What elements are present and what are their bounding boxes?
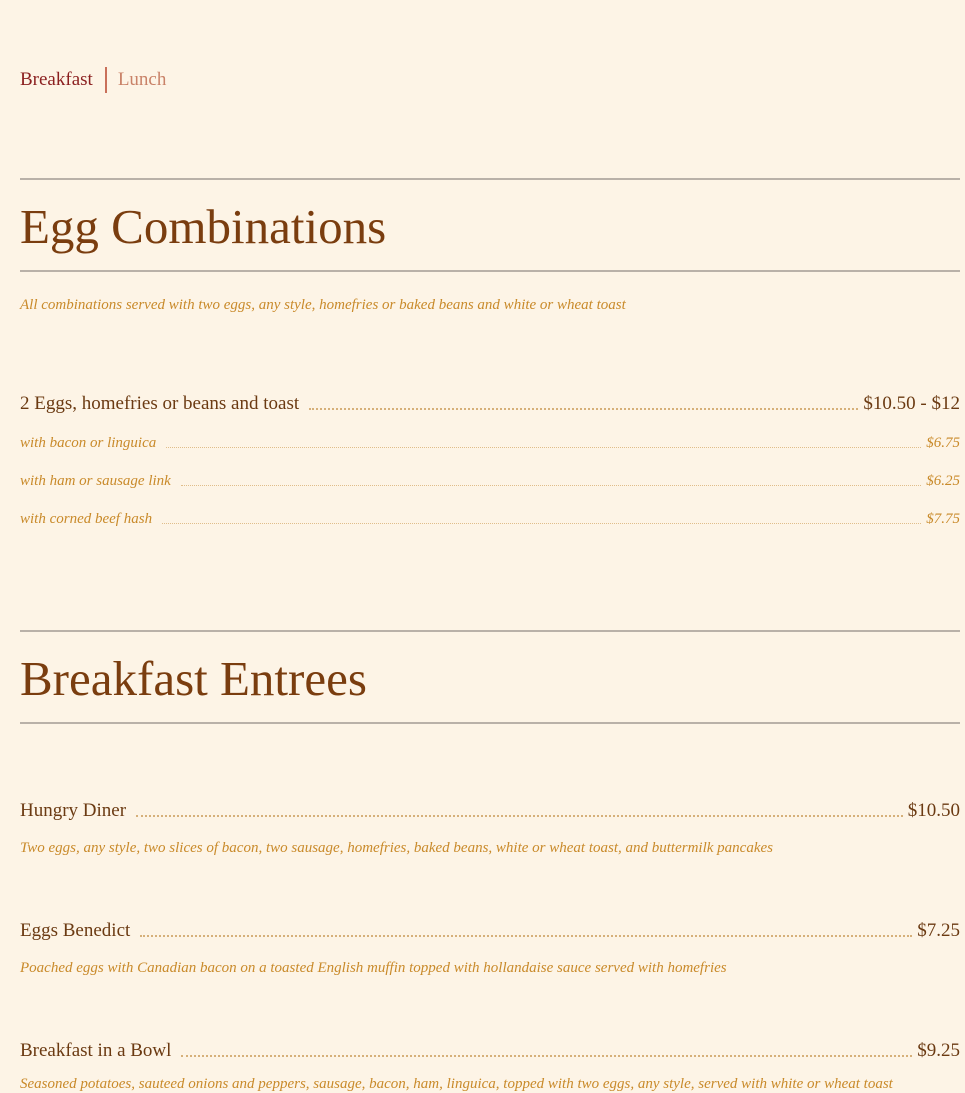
option-price: $7.75 xyxy=(926,511,960,527)
menu-item-name: Breakfast in a Bowl xyxy=(20,1040,172,1061)
menu-item-description: Two eggs, any style, two slices of bacon, two sausage, homefries, baked beans, white or wheat toast, and buttermilk pancakes xyxy=(20,840,773,856)
tab-divider xyxy=(105,67,107,93)
section-bottom-divider xyxy=(20,270,960,272)
menu-item-name: Eggs Benedict xyxy=(20,920,131,941)
menu-option-corned-beef xyxy=(20,508,960,528)
dotted-leader xyxy=(166,447,921,448)
menu-item-2-eggs xyxy=(20,391,960,415)
option-name: with ham or sausage link xyxy=(20,473,171,489)
section-title-egg-combinations: Egg Combinations xyxy=(20,199,387,254)
menu-item-name: 2 Eggs, homefries or beans and toast xyxy=(20,393,300,414)
menu-item-description: Seasoned potatoes, sauteed onions and peppers, sausage, bacon, ham, linguica, topped with two eggs, any style, served with white or wheat toast xyxy=(20,1076,893,1092)
menu-item-price: $10.50 xyxy=(907,800,960,821)
option-price: $6.25 xyxy=(926,473,960,489)
tab-breakfast[interactable]: Breakfast xyxy=(20,69,93,90)
section-note: All combinations served with two eggs, any style, homefries or baked beans and white or wheat toast xyxy=(20,297,626,313)
menu-item-description: Poached eggs with Canadian bacon on a toasted English muffin topped with hollandaise sauce served with homefries xyxy=(20,960,727,976)
section-top-divider xyxy=(20,630,960,632)
menu-item-price: $7.25 xyxy=(917,920,960,941)
menu-item-name: Hungry Diner xyxy=(20,800,127,821)
menu-item-hungry-diner xyxy=(20,798,960,822)
dotted-leader xyxy=(309,408,858,410)
option-price: $6.75 xyxy=(926,435,960,451)
menu-tabs xyxy=(20,66,166,94)
dotted-leader xyxy=(181,1055,912,1057)
section-top-divider xyxy=(20,178,960,180)
menu-item-breakfast-in-a-bowl xyxy=(20,1038,960,1062)
dotted-leader xyxy=(136,815,903,817)
option-name: with bacon or linguica xyxy=(20,435,157,451)
menu-item-eggs-benedict xyxy=(20,918,960,942)
section-bottom-divider xyxy=(20,722,960,724)
tab-lunch[interactable]: Lunch xyxy=(117,69,167,90)
dotted-leader xyxy=(162,523,921,524)
menu-option-bacon xyxy=(20,432,960,452)
dotted-leader xyxy=(181,485,921,486)
dotted-leader xyxy=(140,935,912,937)
menu-item-price: $9.25 xyxy=(917,1040,960,1061)
option-name: with corned beef hash xyxy=(20,511,153,527)
menu-item-price: $10.50 - $12 xyxy=(863,393,960,414)
section-title-breakfast-entrees: Breakfast Entrees xyxy=(20,651,367,706)
menu-option-ham xyxy=(20,470,960,490)
